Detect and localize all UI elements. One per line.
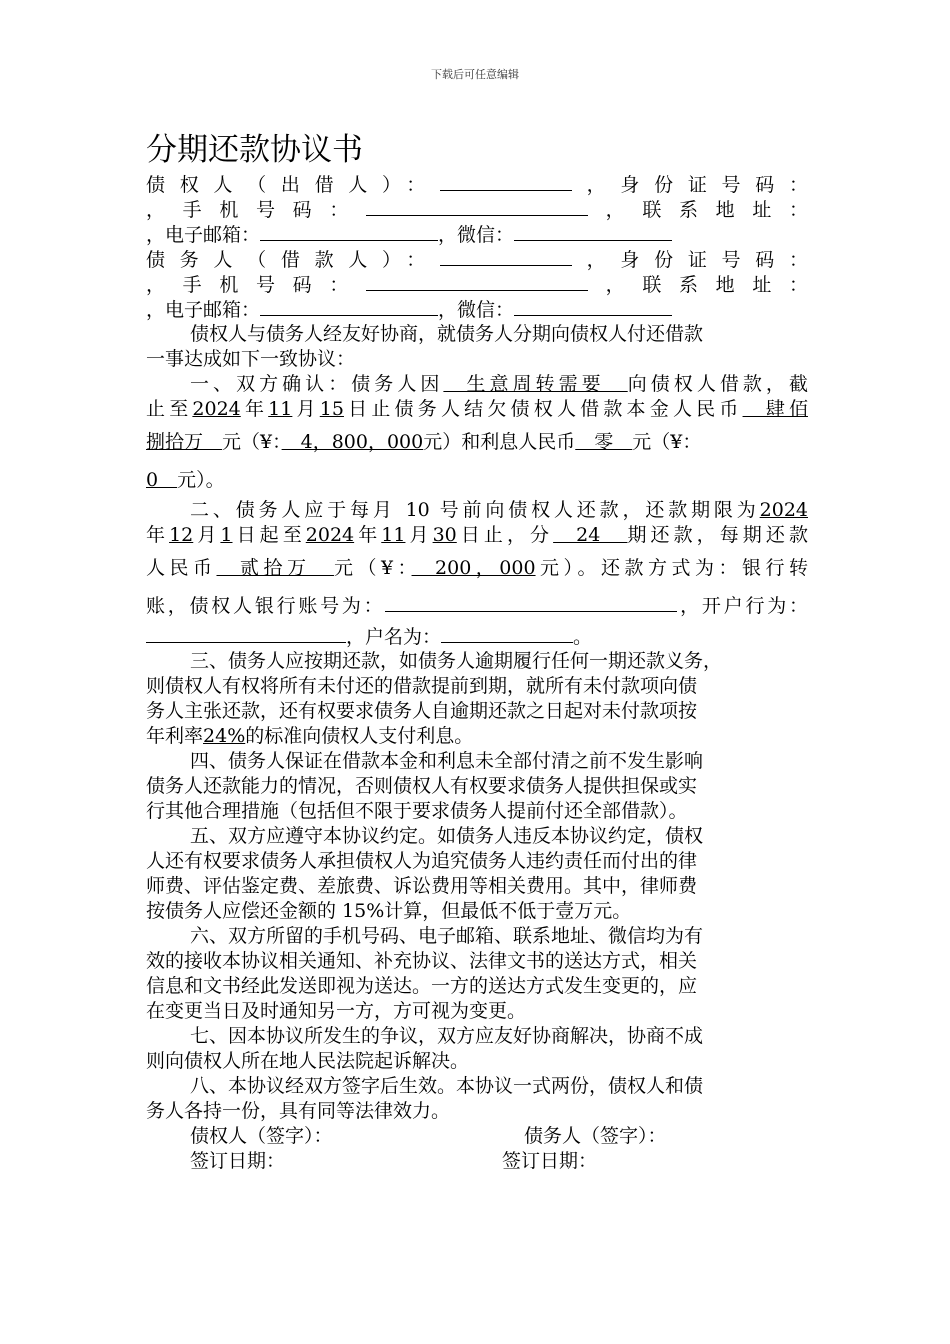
loan-reason: 生意周转需要	[443, 373, 628, 395]
start-year: 2024	[759, 499, 808, 521]
start-day: 1	[220, 524, 233, 546]
clause-7-line-2: 则向债权人所在地人民法院起诉解决。	[146, 1050, 470, 1072]
clause-5-line-3: 师费、评估鉴定费、差旅费、诉讼费用等相关费用。其中，律师费	[146, 875, 698, 897]
bank-name-field[interactable]	[146, 624, 346, 643]
debtor-email-label: ，电子邮箱：	[146, 299, 261, 321]
clause-4-line-1: 四、债务人保证在借款本金和利息未全部付清之前不发生影响	[190, 750, 704, 772]
creditor-line-2	[146, 197, 808, 222]
creditor-wechat-field[interactable]	[514, 222, 672, 241]
clause-1-text: 元）。	[177, 469, 225, 491]
agreement-body	[146, 130, 808, 1174]
creditor-wechat-label: ，微信：	[438, 224, 515, 246]
intro-line-1: 债权人与债务人经友好协商，就债务人分期向债权人付还借款	[190, 323, 704, 345]
creditor-date-label: 签订日期：	[190, 1150, 286, 1172]
start-month: 12	[169, 524, 194, 546]
creditor-signature-label: 债权人（签字）：	[190, 1125, 333, 1147]
clause-2-text: 期还款，每期还款	[627, 524, 808, 546]
end-month: 11	[381, 524, 406, 546]
clause-2-text: 年	[354, 524, 382, 546]
clause-2-text: 元（¥：	[333, 557, 412, 579]
document-title: 分期还款协议书	[146, 132, 363, 168]
clause-3-line-3: 务人主张还款，还有权要求债务人自逾期还款之日起对未付款项按	[146, 700, 698, 722]
creditor-address-label: ，联系地址：	[588, 199, 808, 221]
clause-1-text: 止至	[146, 398, 193, 420]
settle-day: 15	[319, 398, 344, 420]
creditor-line-3	[146, 222, 808, 247]
clause-1-text: 元）和利息人民币	[423, 431, 576, 453]
clause-2-text: 日起至	[232, 524, 306, 546]
creditor-phone-label: ，手机号码：	[146, 199, 366, 221]
settle-year: 2024	[192, 398, 241, 420]
clause-2-text: 月	[193, 524, 221, 546]
clause-1-text: 年	[240, 398, 269, 420]
debtor-signature-label: 债务人（签字）：	[524, 1125, 667, 1147]
clause-4-line-2: 债务人还款能力的情况，否则债权人有权要求债务人提供担保或实	[146, 775, 698, 797]
creditor-email-field[interactable]	[260, 222, 438, 241]
date-row	[146, 1149, 808, 1174]
clause-2-text: 日止，分	[456, 524, 554, 546]
clause-3-text: 的标准向债权人支付利息。	[245, 725, 474, 747]
penalty-rate: 24%	[203, 725, 246, 747]
clause-2-text: 。	[573, 626, 593, 648]
clause-2-line-3	[146, 548, 808, 588]
debtor-line-3	[146, 297, 808, 322]
clause-1-text: 一、双方确认：债务人因	[190, 373, 444, 395]
clause-2-line-2	[146, 523, 808, 548]
clause-2-line-5	[146, 624, 808, 649]
clause-6-line-4: 在变更当日及时通知另一方，方可视为变更。	[146, 1000, 527, 1022]
intro-line-2: 一事达成如下一致协议：	[146, 348, 356, 370]
clause-1-text: 向债权人借款，截	[627, 373, 808, 395]
debtor-line-1	[146, 247, 808, 272]
debtor-email-field[interactable]	[260, 297, 438, 316]
clause-5-line-1: 五、双方应遵守本协议约定。如债务人违反本协议约定，债权	[190, 825, 704, 847]
installment-count: 24	[553, 524, 628, 546]
clause-2-line-4	[146, 588, 808, 624]
clause-2-text: 二、债务人应于每月 10 号前向债权人还款，还款期限为	[190, 499, 760, 521]
settle-month: 11	[268, 398, 293, 420]
bank-account-field[interactable]	[385, 593, 677, 612]
clause-1-text: 元（¥：	[222, 431, 282, 453]
clause-3-line-1: 三、债务人应按期还款，如债务人逾期履行任何一期还款义务，	[190, 650, 723, 672]
installment-amount: 200，000	[411, 557, 536, 579]
debtor-date-label: 签订日期：	[502, 1150, 598, 1172]
debtor-name-field[interactable]	[440, 247, 572, 266]
clause-5-line-2: 人还有权要求债务人承担债权人为追究债务人违约责任而付出的律	[146, 850, 698, 872]
debtor-label: 债务人（借款人）：	[146, 249, 440, 271]
clause-6-line-1: 六、双方所留的手机号码、电子邮箱、联系地址、微信均为有	[190, 925, 704, 947]
clause-2-text: ，开户行为：	[677, 595, 808, 617]
clause-3-line-2: 则债权人有权将所有未付还的借款提前到期，就所有未付款项向债	[146, 675, 698, 697]
clause-1-text: 日止债务人结欠债权人借款本金人民币	[343, 398, 743, 420]
creditor-line-1	[146, 172, 808, 197]
signature-row	[146, 1124, 808, 1149]
clause-1-line-4	[146, 462, 808, 498]
clause-2-text: 年	[146, 524, 170, 546]
clause-1-line-1	[146, 372, 808, 397]
clause-2-text: 元）。还款方式为：银行转	[535, 557, 808, 579]
clause-2-text: ，户名为：	[346, 626, 442, 648]
debtor-phone-field[interactable]	[366, 272, 588, 291]
clause-5-line-4: 按债务人应偿还金额的 15%计算，但最低不低于壹万元。	[146, 900, 632, 922]
installment-words: 贰拾万	[216, 557, 334, 579]
clause-1-line-3	[146, 422, 808, 462]
debtor-id-label: ，身份证号码：	[571, 249, 808, 271]
clause-3-line-4	[146, 724, 808, 749]
principal-amount: 4，800，000	[281, 431, 424, 453]
clause-2-text: 人民币	[146, 557, 217, 579]
debtor-address-label: ，联系地址：	[588, 274, 808, 296]
creditor-phone-field[interactable]	[366, 197, 588, 216]
debtor-phone-label: ，手机号码：	[146, 274, 366, 296]
clause-2-text: 月	[405, 524, 433, 546]
page-header-note: 下载后可任意编辑	[431, 68, 519, 81]
interest-amount: 0	[146, 469, 178, 491]
debtor-line-2	[146, 272, 808, 297]
clause-1-text: 元（¥：	[632, 431, 702, 453]
clause-6-line-2: 效的接收本协议相关通知、补充协议、法律文书的送达方式，相关	[146, 950, 698, 972]
creditor-name-field[interactable]	[440, 172, 572, 191]
clause-3-text: 年利率	[146, 725, 204, 747]
principal-words: 肆佰	[742, 398, 808, 420]
clause-1-text: 月	[292, 398, 320, 420]
clause-2-line-1	[146, 498, 808, 523]
clause-8-line-1: 八、本协议经双方签字后生效。本协议一式两份，债权人和债	[190, 1075, 704, 1097]
clause-7-line-1: 七、因本协议所发生的争议，双方应友好协商解决，协商不成	[190, 1025, 704, 1047]
end-year: 2024	[305, 524, 355, 546]
account-holder-field[interactable]	[441, 624, 573, 643]
debtor-wechat-label: ，微信：	[438, 299, 515, 321]
clause-2-text: 账，债权人银行账号为：	[146, 595, 386, 617]
interest-words: 零	[575, 431, 633, 453]
clause-1-line-2	[146, 397, 808, 422]
debtor-wechat-field[interactable]	[514, 297, 672, 316]
creditor-email-label: ，电子邮箱：	[146, 224, 261, 246]
end-day: 30	[432, 524, 457, 546]
creditor-id-label: ，身份证号码：	[571, 174, 808, 196]
clause-6-line-3: 信息和文书经此发送即视为送达。一方的送达方式发生变更的，应	[146, 975, 698, 997]
clause-8-line-2: 务人各持一份，具有同等法律效力。	[146, 1100, 451, 1122]
principal-words: 捌拾万	[146, 431, 223, 453]
clause-4-line-3: 行其他合理措施（包括但不限于要求债务人提前付还全部借款）。	[146, 800, 688, 822]
creditor-label: 债权人（出借人）：	[146, 174, 440, 196]
